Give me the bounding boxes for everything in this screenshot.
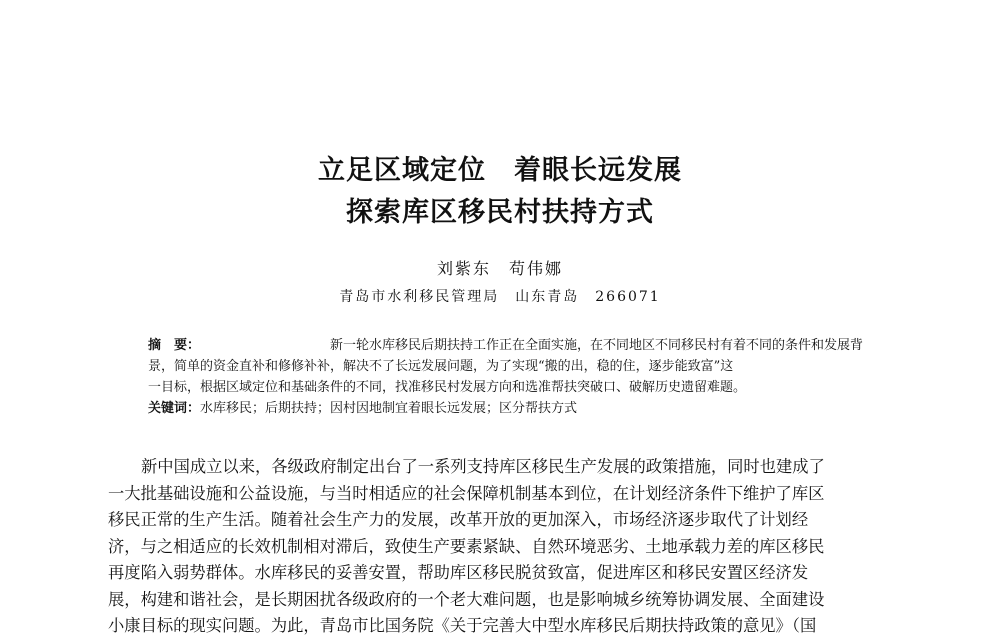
body-line	[108, 454, 900, 481]
body-paragraph	[108, 454, 900, 640]
author-names: 刘紫东 苟伟娜	[436, 259, 563, 278]
paper-title-line-1: 立足区域定位 着眼长远发展	[318, 155, 682, 186]
paper-title-line-2: 探索库区移民村扶持方式	[346, 197, 654, 228]
abstract-line	[148, 356, 863, 377]
abstract-line	[148, 377, 863, 398]
abstract-label: 摘 要：	[148, 338, 201, 353]
abstract-text-line: 一目标，根据区域定位和基础条件的不同，找准移民村发展方向和选准帮扶突破口、破解历史遗留难题。	[148, 380, 747, 395]
body-line	[108, 507, 900, 534]
body-text: 展，构建和谐社会，是长期困扰各级政府的一个老大难问题，也是影响城乡统筹协调发展、全面建设	[108, 589, 825, 609]
body-text: 再度陷入弱势群体。水库移民的妥善安置，帮助库区移民脱贫致富，促进库区和移民安置区经济发	[108, 563, 809, 582]
abstract-line	[148, 335, 863, 356]
abstract-text-line: 景，简单的资金直补和修修补补，解决不了长远发展问题，为了实现“搬的出，稳的住，逐步能致富”这	[148, 359, 734, 374]
body-text: 小康目标的现实问题。为此，青岛市比国务院《关于完善大中型水库移民后期扶持政策的意见》（国	[108, 616, 817, 635]
body-text: 移民正常的生产生活。随着社会生产力的发展，改革开放的更加深入，市场经济逐步取代了计划经	[108, 510, 809, 529]
body-line	[108, 481, 900, 508]
author-affiliation: 青岛市水利移民管理局 山东青岛 266071	[339, 289, 661, 305]
body-text: 新中国成立以来，各级政府制定出台了一系列支持库区移民生产发展的政策措施，同时也建成了	[141, 457, 825, 476]
keywords-label: 关键词：	[148, 401, 201, 416]
body-line	[108, 560, 900, 587]
body-text: 一大批基础设施和公益设施，与当时相适应的社会保障机制基本到位，在计划经济条件下维护了库区	[108, 483, 825, 503]
keywords-text: 水库移民；后期扶持；因村因地制宜着眼长远发展；区分帮扶方式	[200, 401, 578, 416]
body-text: 济，与之相适应的长效机制相对滞后，致使生产要素紧缺、自然环境恶劣、土地承载力差的库区移民	[108, 536, 825, 556]
body-line	[108, 613, 900, 640]
keywords-line	[148, 398, 863, 419]
abstract-text-line: 新一轮水库移民后期扶持工作正在全面实施，在不同地区不同移民村有着不同的条件和发展背	[329, 338, 863, 353]
abstract-block	[148, 335, 863, 419]
body-line	[108, 534, 900, 561]
body-line	[108, 587, 900, 614]
